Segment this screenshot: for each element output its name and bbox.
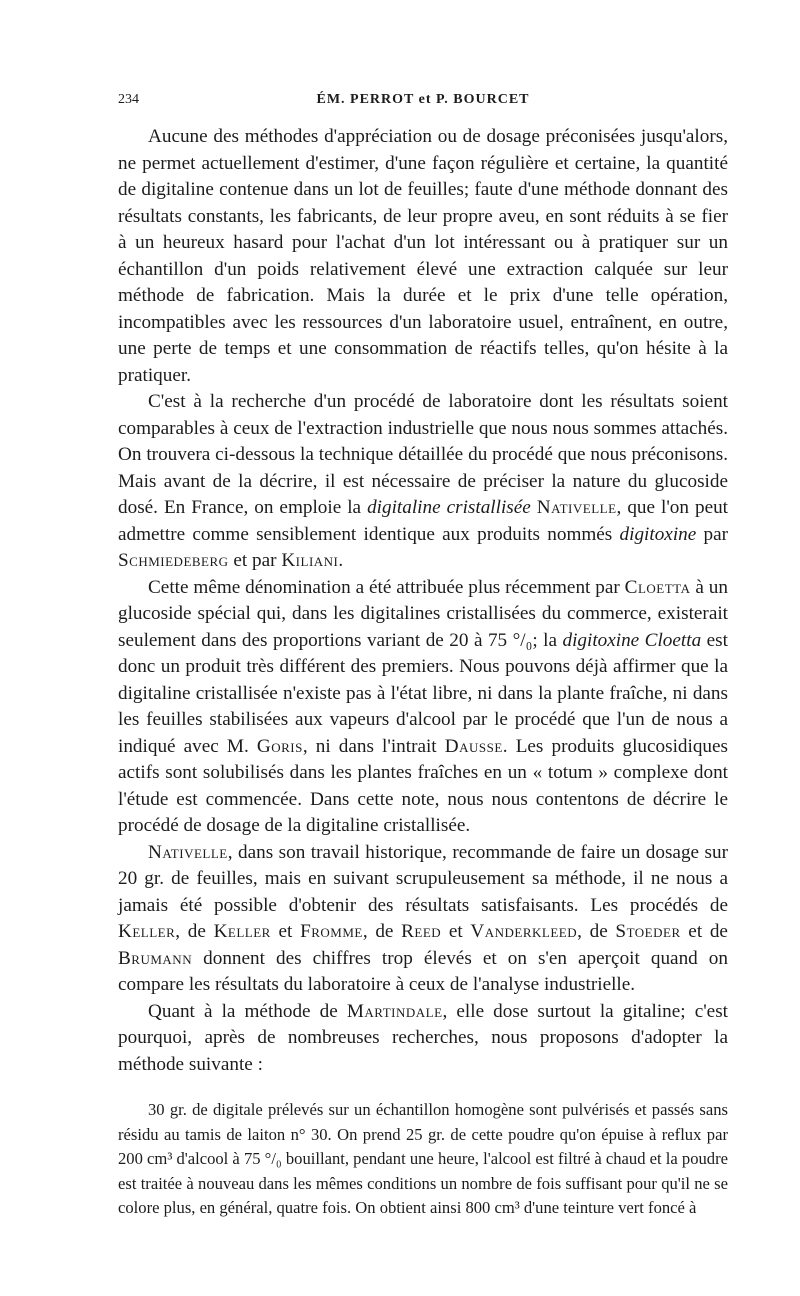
text-run: . [338, 550, 344, 571]
page [118, 92, 728, 1221]
author-name: Cloetta [624, 576, 691, 598]
page-number: 234 [118, 92, 139, 107]
paragraph-4 [118, 840, 728, 999]
text-run: , de [175, 921, 214, 942]
text-run: à un glucoside spécial qui, dans les digitalines cristallisées du commerce, existerait seulement dans des proportions variant de 20 à 75 °/₀; la [118, 576, 728, 651]
author-name: Reed [401, 921, 442, 942]
italic-term: digitaline cristallisée [367, 497, 531, 518]
article-body [118, 124, 728, 1078]
text-run: C'est à la recherche d'un procédé de laboratoire dont les résultats soient comparables à ceux de l'extraction industrielle que nous nous sommes attachés. On trouvera ci-dessous la technique détaillée du procédé que nous préconisons. Mais avant de la décrire, il est nécessaire de préciser la nature du glucoside dosé. En France, on emploie la [118, 391, 728, 518]
author-name: Kiliani [281, 550, 339, 571]
author-name: Vanderkleed [470, 921, 578, 942]
text-run: et de [680, 921, 728, 942]
author-name: Dausse [444, 735, 503, 757]
italic-term: digitoxine [619, 523, 697, 545]
author-name: Schmiedeberg [118, 550, 229, 571]
paragraph-5 [118, 999, 728, 1079]
method-protocol [118, 1098, 728, 1221]
text-run: et [441, 921, 471, 942]
paragraph-3 [118, 575, 728, 840]
italic-term: digitoxine Cloetta [562, 629, 702, 651]
author-name: Nativelle [536, 497, 617, 518]
text-run: , elle dose surtout la gitaline; c'est pourquoi, après de nombreuses recherches, nous proposons d'adopter la méthode suivante : [118, 1000, 728, 1075]
text-run: et par [228, 550, 282, 571]
paragraph-2 [118, 389, 728, 575]
text-run: . Les produits glucosidiques actifs sont solubilisés dans les plantes fraîches en un « totum » complexe dont l'étude est commencée. Dans cette note, nous nous contentons de décrire le procédé de dosage de la digitaline cristallisée. [118, 735, 729, 836]
author-name: Martindale [346, 1000, 443, 1022]
text-run: , de [577, 921, 616, 942]
text-run: Cette même dénomination a été attribuée plus récemment par [148, 576, 625, 598]
author-name: Goris [256, 735, 303, 757]
author-name: Stoeder [615, 921, 681, 942]
author-name: Fromme [300, 921, 363, 942]
text-run: , de [362, 921, 402, 942]
author-name: Keller [213, 921, 271, 942]
author-name: Brumann [118, 947, 193, 969]
text-run: , dans son travail historique, recommande de faire un dosage sur 20 gr. de feuilles, mais en suivant scrupuleusement sa méthode, il ne nous a jamais été possible d'obtenir des résultats satisfaisants. Les procédés de [118, 841, 728, 916]
protocol-paragraph: 30 gr. de digitale prélevés sur un échantillon homogène sont pulvérisés et passés sans résidu au tamis de laiton n° 30. On prend 25 gr. de cette poudre qu'on épuise à reflux par 200 cm³ d'alcool à 75 °/₀ bouillant, pendant une heure, l'alcool est filtré à chaud et la poudre est traitée à nouveau dans les mêmes conditions un nombre de fois suffisant pour qu'il ne se colore plus, en général, quatre fois. On obtient ainsi 800 cm³ d'une teinture vert foncé à [118, 1100, 728, 1217]
text-run: , ni dans l'intrait [302, 735, 445, 757]
running-head [118, 92, 728, 116]
text-run: donnent des chiffres trop élevés et on s'en aperçoit quand on compare les résultats du laboratoire à ceux de l'analyse industrielle. [118, 947, 728, 995]
text-run: par [696, 523, 729, 545]
author-name: Nativelle [148, 841, 228, 863]
author-header: ÉM. PERROT et P. BOURCET [316, 92, 530, 107]
text-run: Quant à la méthode de [148, 1000, 347, 1022]
text-run: et [270, 921, 301, 942]
text-run: , que l'on peut admettre comme sensiblement identique aux produits nommés [118, 497, 729, 545]
text-run: est donc un produit très différent des premiers. Nous pouvons déjà affirmer que la digitaline cristallisée n'existe pas à l'état libre, ni dans la plante fraîche, ni dans les feuilles stabilisées aux vapeurs d'alcool par le procédé que l'un de nous a indiqué avec M. [118, 629, 728, 757]
author-name: Keller [118, 921, 176, 942]
paragraph-1: Aucune des méthodes d'appréciation ou de dosage préconisées jusqu'alors, ne permet actuellement d'estimer, d'une façon régulière et certaine, la quantité de digitaline contenue dans un lot de feuilles; faute d'une méthode donnant des résultats constants, les fabricants, de leur propre aveu, en sont réduits à se fier à un heureux hasard pour l'achat d'un lot intéressant ou à pratiquer sur un échantillon d'un poids relativement élevé une extraction calquée sur leur méthode de fabrication. Mais la durée et le prix d'une telle opération, incompatibles avec les ressources d'un laboratoire usuel, entraînent, en outre, une perte de temps et une consommation de réactifs telles, qu'on hésite à la pratiquer. [118, 126, 728, 386]
